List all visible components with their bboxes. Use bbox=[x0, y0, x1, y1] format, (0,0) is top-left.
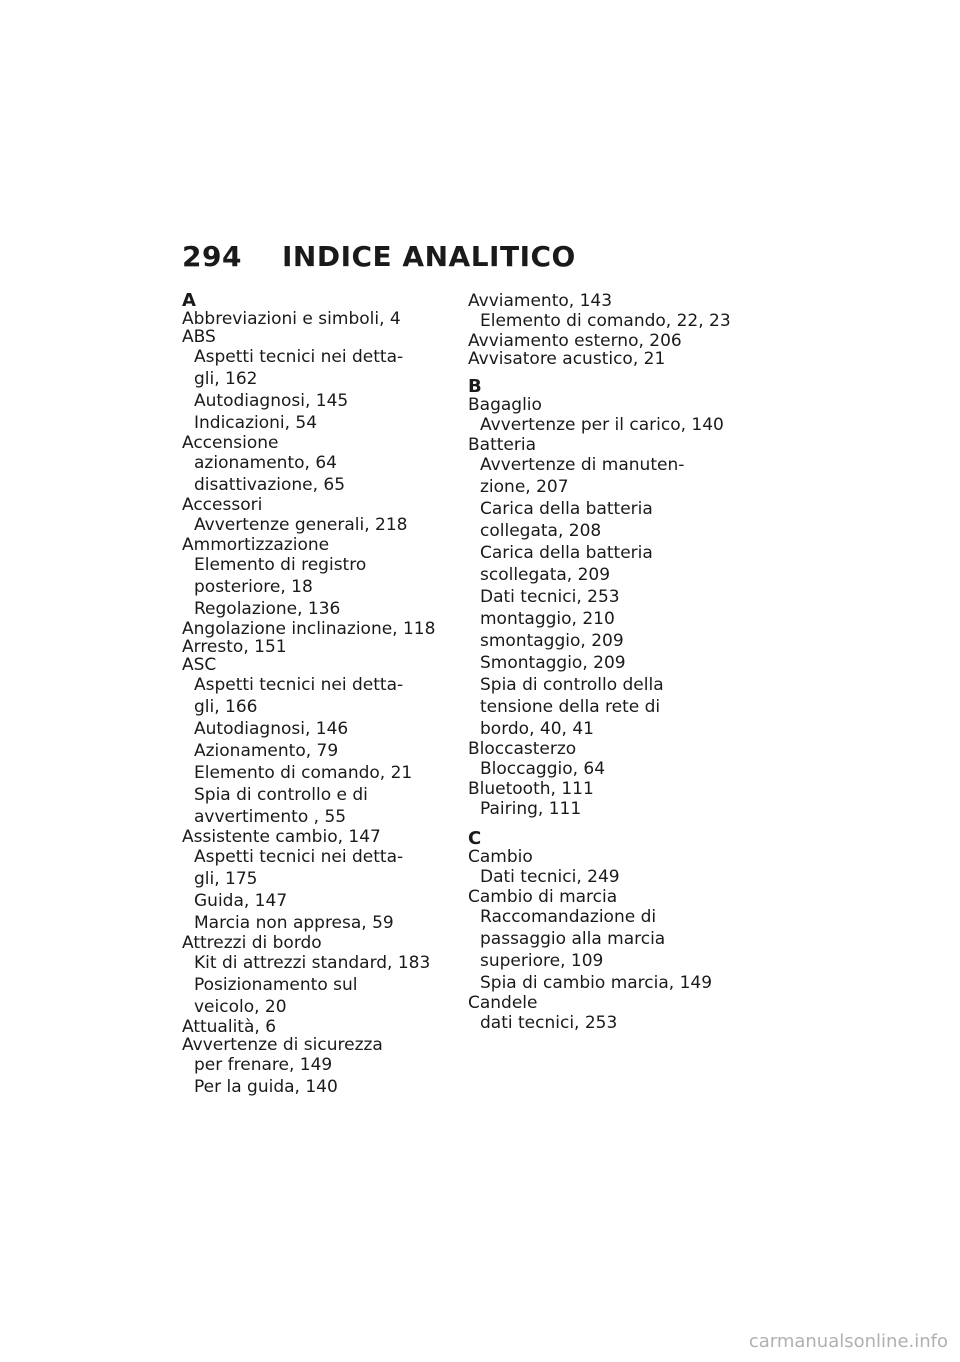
index-entry bbox=[468, 994, 733, 1034]
index-subentry: Elemento di comando, 22, 23 bbox=[480, 311, 731, 331]
index-subentry: Pairing, 111 bbox=[480, 799, 582, 819]
index-term: Abbreviazioni e simboli, 4 bbox=[182, 309, 401, 329]
index-entry bbox=[468, 350, 733, 368]
index-subentry: Avvertenze per il carico, 140 bbox=[480, 415, 724, 435]
index-subentry: zione, 207 bbox=[480, 477, 569, 497]
index-term: Bagaglio bbox=[468, 395, 542, 415]
index-entry bbox=[182, 536, 447, 620]
section-letter: A bbox=[182, 290, 196, 311]
index-term: Accessori bbox=[182, 495, 263, 515]
page-title: INDICE ANALITICO bbox=[282, 240, 576, 273]
index-term: Candele bbox=[468, 993, 538, 1013]
index-entry bbox=[182, 328, 447, 434]
index-subentry: Avvertenze di manuten- bbox=[480, 455, 685, 475]
index-subentry: Raccomandazione di bbox=[480, 907, 657, 927]
index-entry bbox=[182, 496, 447, 536]
index-subentry: gli, 162 bbox=[194, 369, 258, 389]
index-column-left bbox=[182, 292, 447, 1098]
index-term: ASC bbox=[182, 655, 217, 675]
section-letter: B bbox=[468, 376, 482, 397]
index-subentry: Kit di attrezzi standard, 183 bbox=[194, 953, 431, 973]
index-subentry: Carica della batteria bbox=[480, 543, 653, 563]
index-subentry: Spia di controllo e di bbox=[194, 785, 368, 805]
index-subentry: disattivazione, 65 bbox=[194, 475, 346, 495]
index-term: Attualità, 6 bbox=[182, 1017, 277, 1037]
index-subentry: Regolazione, 136 bbox=[194, 599, 341, 619]
index-subentry: Aspetti tecnici nei detta- bbox=[194, 847, 404, 867]
index-subentry: Dati tecnici, 253 bbox=[480, 587, 620, 607]
index-entry bbox=[182, 1036, 447, 1098]
index-term: Avvertenze di sicurezza bbox=[182, 1035, 383, 1055]
index-subentry: Marcia non appresa, 59 bbox=[194, 913, 394, 933]
index-term: Avvisatore acustico, 21 bbox=[468, 349, 666, 369]
index-subentry: Posizionamento sul bbox=[194, 975, 358, 995]
index-entry bbox=[468, 436, 733, 740]
index-subentry: avvertimento , 55 bbox=[194, 807, 347, 827]
index-subentry: posteriore, 18 bbox=[194, 577, 313, 597]
index-subentry: Dati tecnici, 249 bbox=[480, 867, 620, 887]
index-term: Assistente cambio, 147 bbox=[182, 827, 381, 847]
index-subentry: Azionamento, 79 bbox=[194, 741, 339, 761]
index-subentry: Avvertenze generali, 218 bbox=[194, 515, 408, 535]
index-entry bbox=[468, 848, 733, 888]
section-letter: C bbox=[468, 828, 482, 849]
index-subentry: Spia di controllo della bbox=[480, 675, 664, 695]
index-subentry: superiore, 109 bbox=[480, 951, 604, 971]
index-entry bbox=[468, 396, 733, 436]
index-subentry: Elemento di registro bbox=[194, 555, 367, 575]
index-subentry: montaggio, 210 bbox=[480, 609, 615, 629]
index-entry bbox=[182, 620, 447, 638]
index-subentry: Aspetti tecnici nei detta- bbox=[194, 347, 404, 367]
index-term: Arresto, 151 bbox=[182, 637, 287, 657]
index-entry bbox=[182, 310, 447, 328]
index-subentry: azionamento, 64 bbox=[194, 453, 337, 473]
index-subentry: Carica della batteria bbox=[480, 499, 653, 519]
index-subentry: per frenare, 149 bbox=[194, 1055, 333, 1075]
index-subentry: Smontaggio, 209 bbox=[480, 653, 626, 673]
index-entry bbox=[468, 740, 733, 780]
index-term: Accensione bbox=[182, 433, 279, 453]
index-term: Bluetooth, 111 bbox=[468, 779, 594, 799]
index-subentry: tensione della rete di bbox=[480, 697, 661, 717]
index-term: Avviamento, 143 bbox=[468, 291, 613, 311]
index-subentry: collegata, 208 bbox=[480, 521, 602, 541]
index-subentry: passaggio alla marcia bbox=[480, 929, 666, 949]
index-entry bbox=[182, 1018, 447, 1036]
index-term: Angolazione inclinazione, 118 bbox=[182, 619, 436, 639]
index-term: Cambio di marcia bbox=[468, 887, 618, 907]
index-subentry: Guida, 147 bbox=[194, 891, 288, 911]
index-entry bbox=[468, 292, 733, 332]
index-subentry: Elemento di comando, 21 bbox=[194, 763, 413, 783]
index-subentry: Aspetti tecnici nei detta- bbox=[194, 675, 404, 695]
index-subentry: gli, 175 bbox=[194, 869, 258, 889]
index-subentry: smontaggio, 209 bbox=[480, 631, 624, 651]
index-entry bbox=[182, 656, 447, 828]
index-term: Ammortizzazione bbox=[182, 535, 330, 555]
index-entry bbox=[468, 332, 733, 350]
index-subentry: veicolo, 20 bbox=[194, 997, 287, 1017]
index-subentry: Indicazioni, 54 bbox=[194, 413, 318, 433]
index-entry bbox=[182, 434, 447, 496]
index-term: Cambio bbox=[468, 847, 533, 867]
index-subentry: Autodiagnosi, 145 bbox=[194, 391, 349, 411]
index-subentry: Bloccaggio, 64 bbox=[480, 759, 606, 779]
index-entry bbox=[182, 934, 447, 1018]
index-subentry: gli, 166 bbox=[194, 697, 258, 717]
index-subentry: Autodiagnosi, 146 bbox=[194, 719, 349, 739]
index-subentry: dati tecnici, 253 bbox=[480, 1013, 618, 1033]
index-term: Attrezzi di bordo bbox=[182, 933, 322, 953]
index-term: Avviamento esterno, 206 bbox=[468, 331, 682, 351]
index-term: ABS bbox=[182, 327, 216, 347]
index-term: Bloccasterzo bbox=[468, 739, 577, 759]
index-entry bbox=[182, 638, 447, 656]
index-entry bbox=[468, 888, 733, 994]
index-term: Batteria bbox=[468, 435, 536, 455]
index-subentry: Per la guida, 140 bbox=[194, 1077, 338, 1097]
page-number: 294 bbox=[182, 240, 242, 273]
index-subentry: Spia di cambio marcia, 149 bbox=[480, 973, 713, 993]
index-subentry: bordo, 40, 41 bbox=[480, 719, 594, 739]
watermark: carmanualsonline.info bbox=[748, 1331, 948, 1352]
index-column-right bbox=[468, 292, 733, 1034]
index-subentry: scollegata, 209 bbox=[480, 565, 611, 585]
index-entry bbox=[182, 828, 447, 934]
index-entry bbox=[468, 780, 733, 820]
